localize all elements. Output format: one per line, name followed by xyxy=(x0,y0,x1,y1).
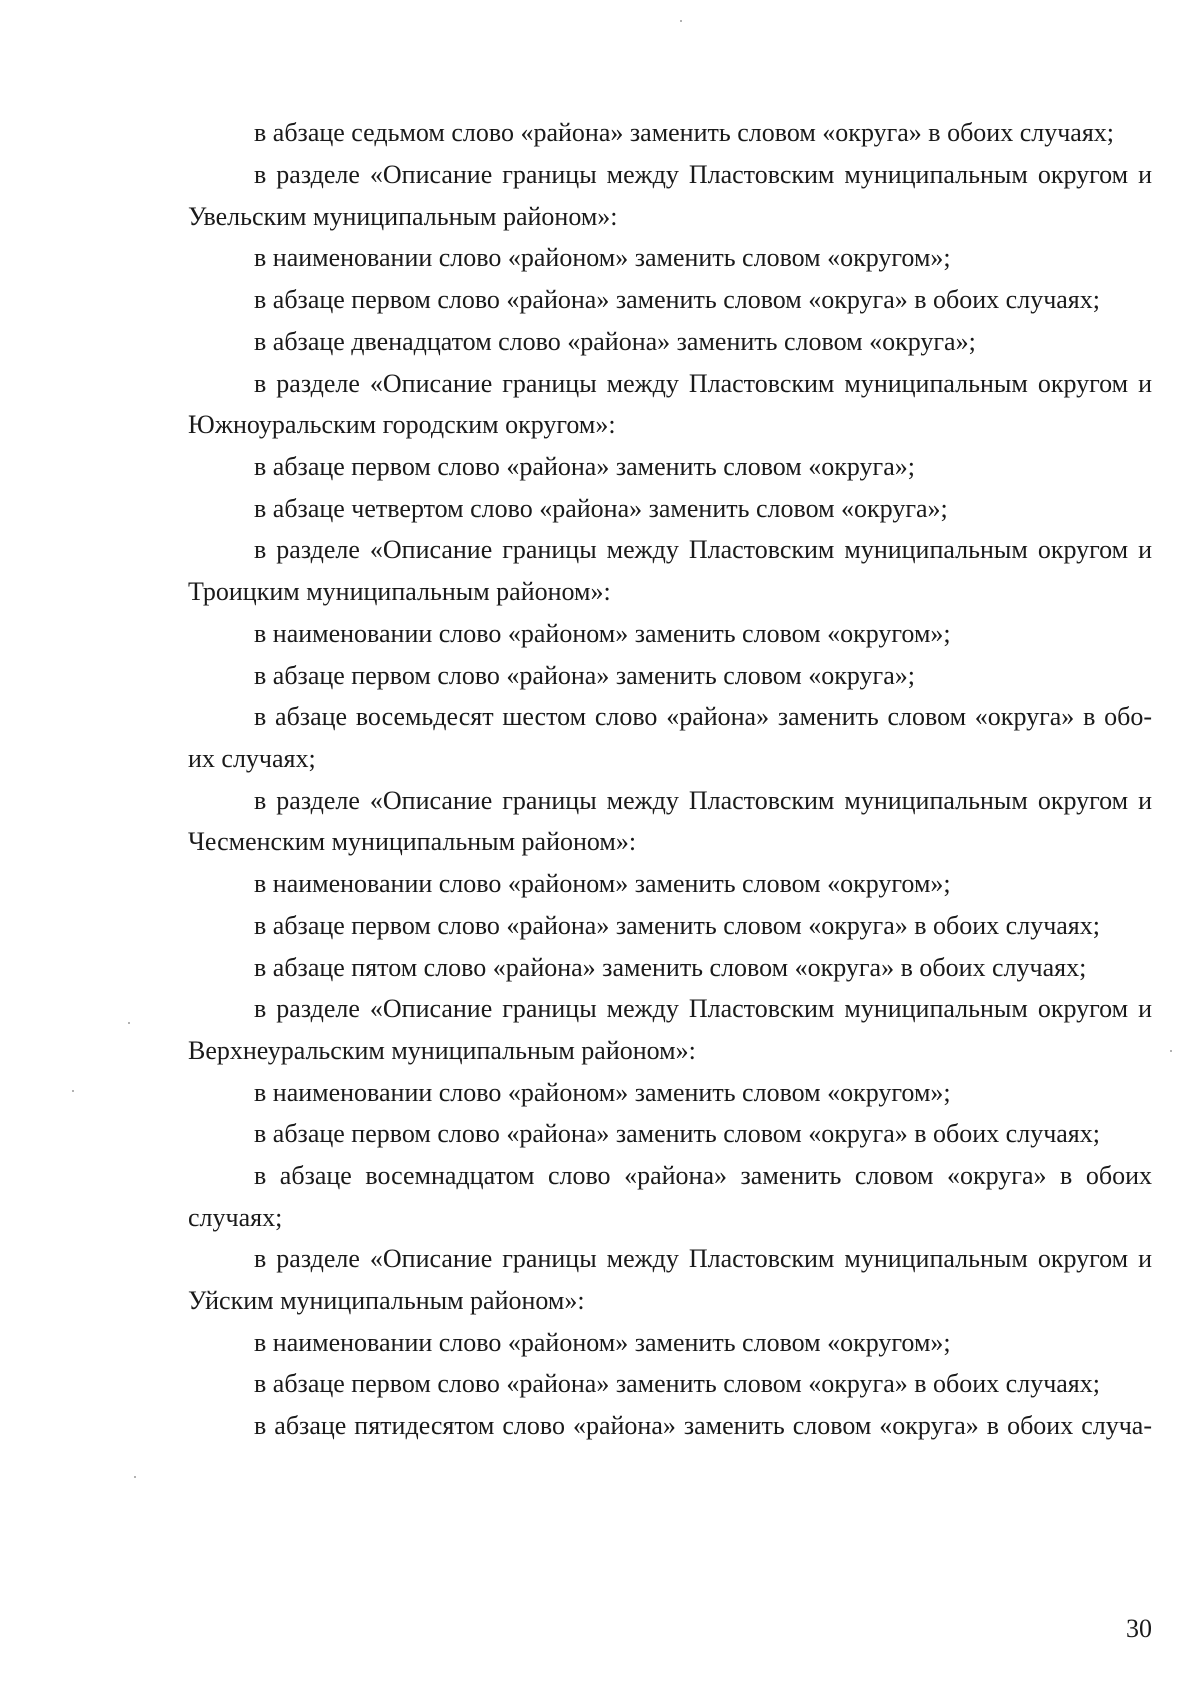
scan-speck xyxy=(72,1090,74,1092)
text-line: в абзаце восемнадцатом слово «района» заменить словом «округа» в обоих xyxy=(254,1161,1152,1190)
text-line: Верхнеуральским муниципальным районом»: xyxy=(188,1036,696,1065)
text-line: в абзаце пятом слово «района» заменить словом «округа» в обоих случаях; xyxy=(254,953,1087,982)
text-line: в абзаце двенадцатом слово «района» заменить словом «округа»; xyxy=(254,327,976,356)
text-line: в разделе «Описание границы между Пластовским муниципальным округом и xyxy=(254,369,1152,398)
text-line: в абзаце первом слово «района» заменить словом «округа» в обоих случаях; xyxy=(254,911,1100,940)
text-line: в разделе «Описание границы между Пластовским муниципальным округом и xyxy=(254,994,1152,1023)
text-line: случаях; xyxy=(188,1203,283,1232)
text-line: Южноуральским городским округом»: xyxy=(188,410,616,439)
text-line: в наименовании слово «районом» заменить словом «округом»; xyxy=(254,1078,951,1107)
text-line: Троицким муниципальным районом»: xyxy=(188,577,611,606)
scan-speck xyxy=(1170,1050,1172,1052)
text-line: в абзаце первом слово «района» заменить словом «округа» в обоих случаях; xyxy=(254,1369,1100,1398)
scan-speck xyxy=(134,1476,136,1478)
text-line: в абзаце пятидесятом слово «района» заменить словом «округа» в обоих случа- xyxy=(254,1411,1152,1440)
text-line: Уйским муниципальным районом»: xyxy=(188,1286,585,1315)
text-line: Чесменским муниципальным районом»: xyxy=(188,827,637,856)
text-line: в абзаце первом слово «района» заменить словом «округа»; xyxy=(254,452,915,481)
text-line: в разделе «Описание границы между Пластовским муниципальным округом и xyxy=(254,786,1152,815)
text-line: в абзаце первом слово «района» заменить словом «округа» в обоих случаях; xyxy=(254,1119,1100,1148)
text-line: в абзаце первом слово «района» заменить словом «округа» в обоих случаях; xyxy=(254,285,1100,314)
text-line: в абзаце седьмом слово «района» заменить словом «округа» в обоих случаях; xyxy=(254,118,1115,147)
text-line: в разделе «Описание границы между Пластовским муниципальным округом и xyxy=(254,1244,1152,1273)
text-line: их случаях; xyxy=(188,744,316,773)
text-line: в наименовании слово «районом» заменить словом «округом»; xyxy=(254,243,951,272)
text-line: Увельским муниципальным районом»: xyxy=(188,202,618,231)
text-line: в абзаце восемьдесят шестом слово «района» заменить словом «округа» в обо- xyxy=(254,702,1152,731)
scan-speck xyxy=(680,20,682,22)
scan-speck xyxy=(128,1022,130,1024)
page-number: 30 xyxy=(1126,1614,1152,1643)
text-line: в разделе «Описание границы между Пластовским муниципальным округом и xyxy=(254,535,1152,564)
text-line: в наименовании слово «районом» заменить словом «округом»; xyxy=(254,869,951,898)
text-line: в абзаце четвертом слово «района» заменить словом «округа»; xyxy=(254,494,948,523)
text-line: в абзаце первом слово «района» заменить словом «округа»; xyxy=(254,661,915,690)
text-line: в разделе «Описание границы между Пластовским муниципальным округом и xyxy=(254,160,1152,189)
text-line: в наименовании слово «районом» заменить словом «округом»; xyxy=(254,1328,951,1357)
text-line: в наименовании слово «районом» заменить словом «округом»; xyxy=(254,619,951,648)
